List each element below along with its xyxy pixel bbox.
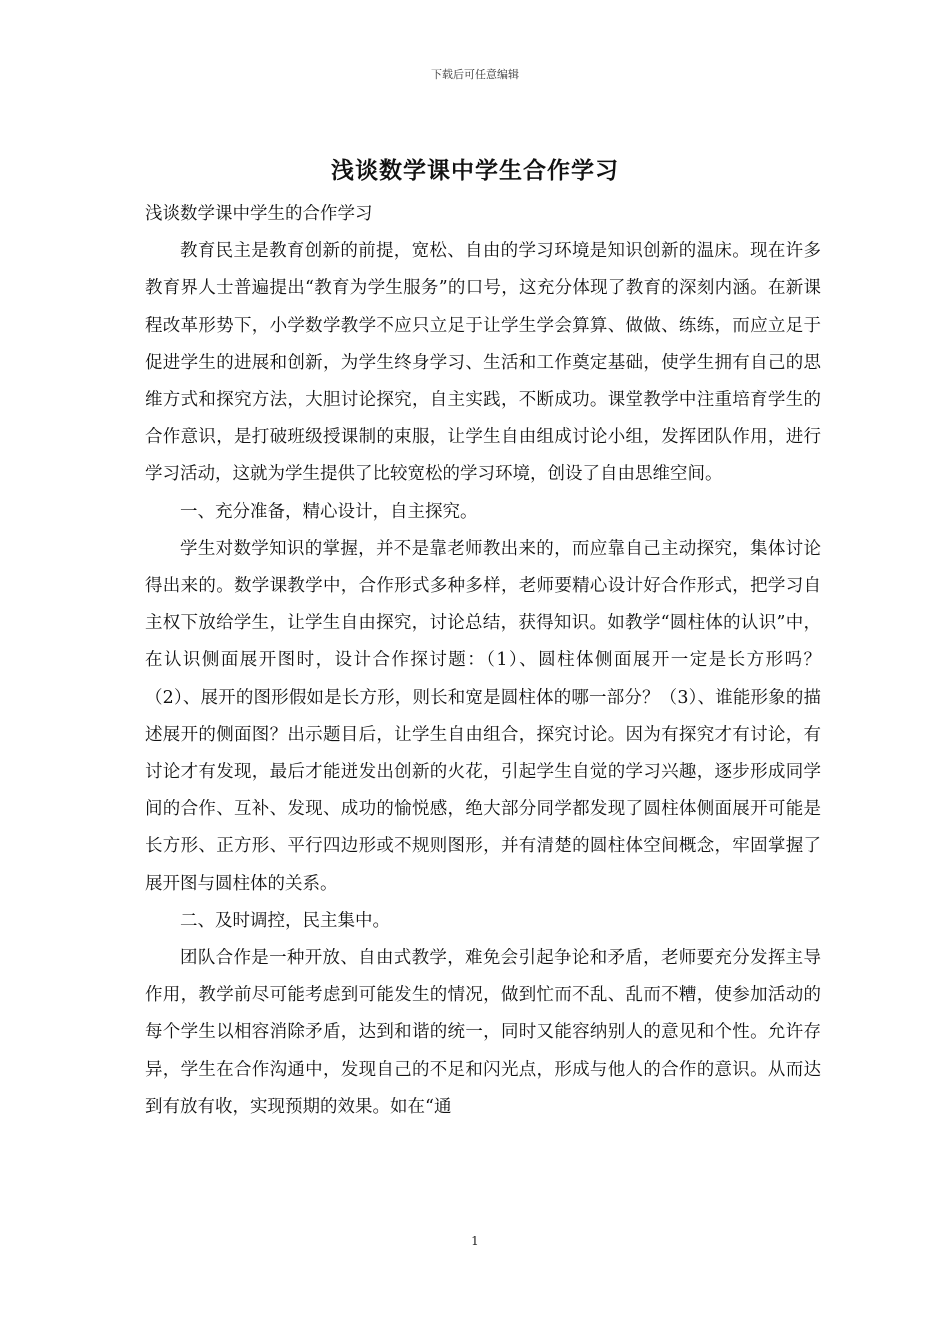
paragraph-section-1: 学生对数学知识的掌握，并不是靠老师教出来的，而应靠自己主动探究，集体讨论得出来的。数学课教学中，合作形式多种多样，老师要精心设计好合作形式，把学习自主权下放给学生，让学生自由探究，讨论总结，获得知识。如教学“圆柱体的认识”中，在认识侧面展开图时，设计合作探讨题：（1）、圆柱体侧面展开一定是长方形吗？（2）、展开的图形假如是长方形，则长和宽是圆柱体的哪一部分？（3）、谁能形象的描述展开的侧面图？出示题目后，让学生自由组合，探究讨论。因为有探究才有讨论，有讨论才有发现，最后才能迸发出创新的火花，引起学生自觉的学习兴趣，逐步形成同学间的合作、互补、发现、成功的愉悦感，绝大部分同学都发现了圆柱体侧面展开可能是长方形、正方形、平行四边形或不规则图形，并有清楚的圆柱体空间概念，牢固掌握了展开图与圆柱体的关系。 xyxy=(145,538,821,894)
page-number: 1 xyxy=(471,1234,479,1248)
document-body xyxy=(145,196,821,1126)
document-title: 浅谈数学课中学生合作学习 xyxy=(331,157,619,184)
section-heading-1: 一、充分准备，精心设计，自主探究。 xyxy=(180,501,478,522)
document-subtitle: 浅谈数学课中学生的合作学习 xyxy=(145,204,373,224)
paragraph-intro: 教育民主是教育创新的前提，宽松、自由的学习环境是知识创新的温床。现在许多教育界人士普遍提出“教育为学生服务”的口号，这充分体现了教育的深刻内涵。在新课程改革形势下，小学数学教学不应只立足于让学生学会算算、做做、练练，而应立足于促进学生的进展和创新，为学生终身学习、生活和工作奠定基础，使学生拥有自己的思维方式和探究方法，大胆讨论探究，自主实践，不断成功。课堂教学中注重培育学生的合作意识，是打破班级授课制的束服，让学生自由组成讨论小组，发挥团队作用，进行学习活动，这就为学生提供了比较宽松的学习环境，创设了自由思维空间。 xyxy=(145,241,821,485)
paragraph-section-2: 团队合作是一种开放、自由式教学，难免会引起争论和矛盾，老师要充分发挥主导作用，教学前尽可能考虑到可能发生的情况，做到忙而不乱、乱而不糟，使参加活动的每个学生以相容消除矛盾，达到和谐的统一，同时又能容纳别人的意见和个性。允许存异，学生在合作沟通中，发现自己的不足和闪光点，形成与他人的合作的意识。从而达到有放有收，实现预期的效果。如在“通 xyxy=(145,948,821,1117)
section-heading-2: 二、及时调控，民主集中。 xyxy=(180,910,390,931)
page-header: 下载后可任意编辑 xyxy=(431,68,519,81)
